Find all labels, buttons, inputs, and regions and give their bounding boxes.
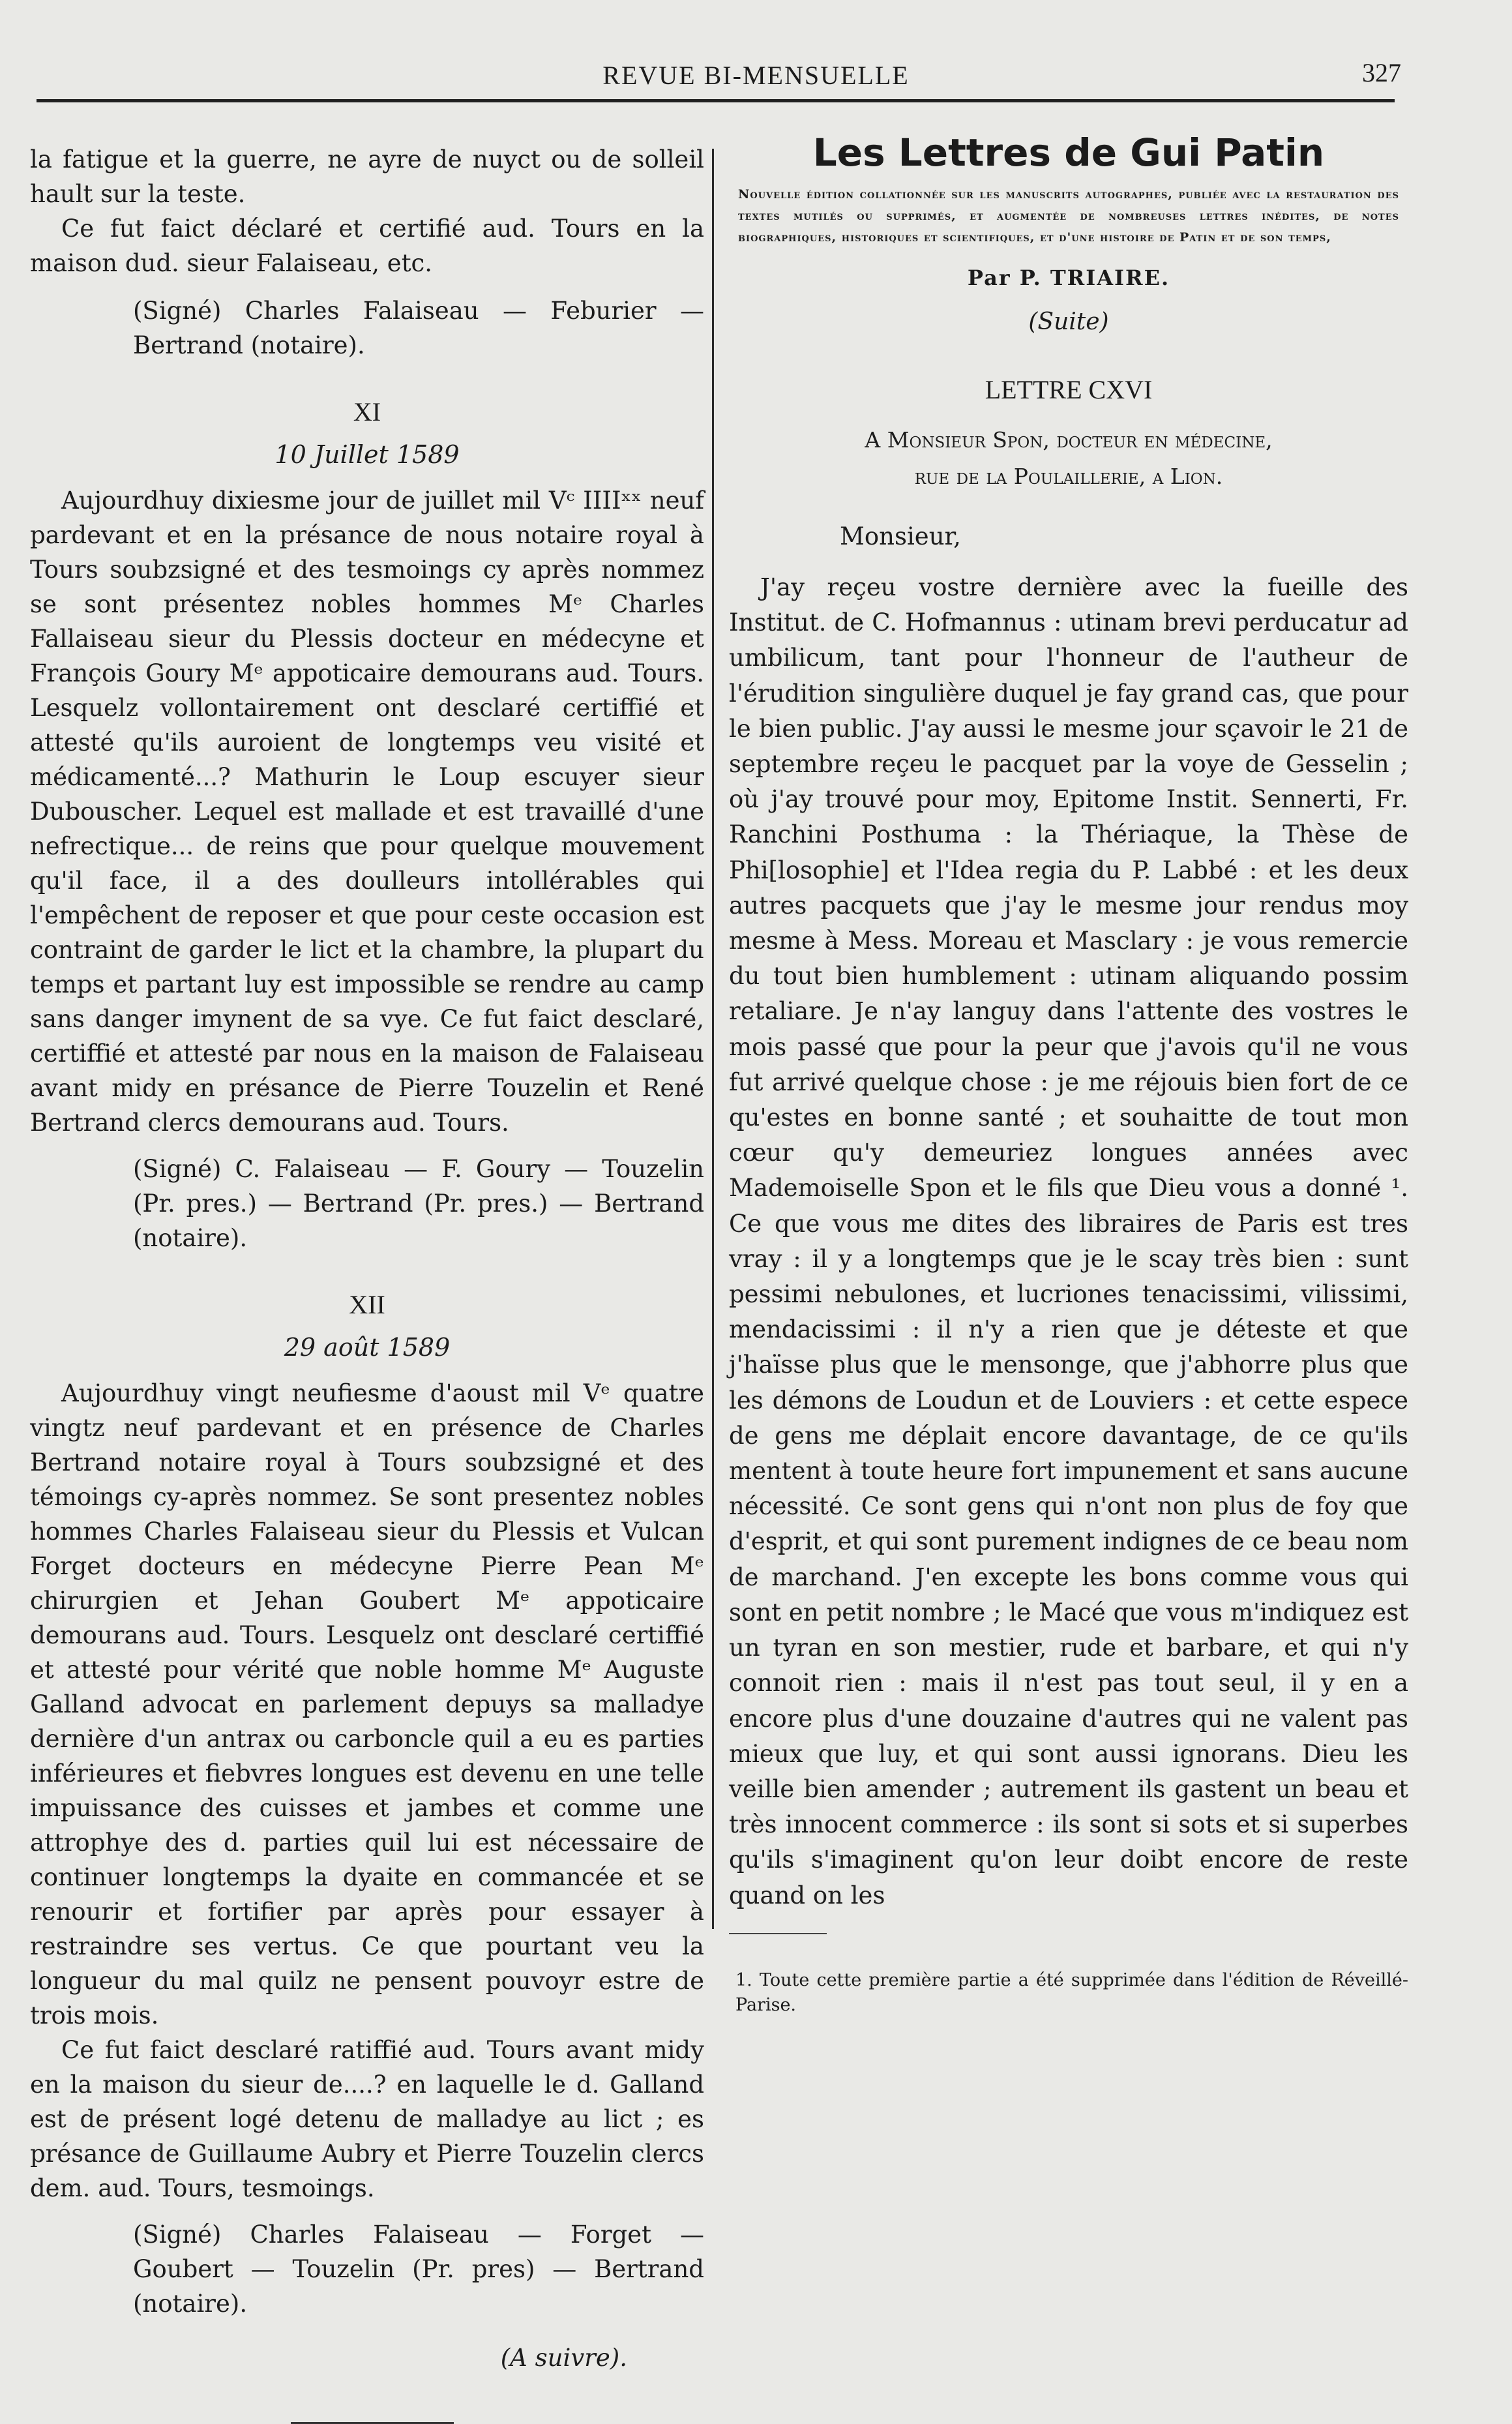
- opening-paragraph-2: Ce fut faict déclaré et certifié aud. Tours en la maison dud. sieur Falaiseau, etc.: [30, 215, 704, 277]
- article-subtitle: Nouvelle édition collationnée sur les manuscrits autographes, publiée avec la restauration des textes mutilés ou supprimés, et augmentée de nombreuses lettres inédites, de notes biographiques, historiques et scientifiques, et d'une histoire de Patin et de son temps,: [738, 187, 1399, 245]
- right-column: [729, 130, 1408, 2018]
- footnote: 1. Toute cette première partie a été supprimée dans l'édition de Réveillé-Parise.: [735, 1969, 1408, 2015]
- column-divider: [712, 149, 714, 1929]
- section-number-xi: XI: [353, 397, 381, 426]
- section-xi-body: Aujourdhuy dixiesme jour de juillet mil Vᶜ IIIIˣˣ neuf pardevant et en la présance de nous notaire royal à Tours soubzsigné et des tesmoings cy après nommez se sont présentez nobles hommes Mᵉ Charles Fallaiseau sieur du Plessis docteur en médecyne et François Goury Mᵉ appoticaire demourans aud. Tours. Lesquelz vollontairement ont desclaré certiffié et attesté qu'ils auroient de longtemps veu visité et médicamenté...? Mathurin le Loup escuyer sieur Dubouscher. Lequel est mallade et est travaillé d'une nefrectique... de reins que pour quelque mouvement qu'il face, il a des doulleurs intollérables qui l'empêchent de reposer et que pour ceste occasion est contraint de garder le lict et la chambre, la plupart du temps et partant luy est impossible se rendre au camp sans danger imynent de sa vye. Ce fut faict desclaré, certiffié et attesté par nous en la maison de Falaiseau avant midy en présance de Pierre Touzelin et René Bertrand clercs demourans aud. Tours.: [30, 486, 704, 1137]
- signature-block-1: (Signé) Charles Falaiseau — Feburier — Bertrand (notaire).: [133, 297, 704, 359]
- opening-paragraph-1: la fatigue et la guerre, ne ayre de nuyct ou de solleil hault sur la teste.: [30, 145, 704, 208]
- letter-body: [729, 570, 1408, 1913]
- signature-block-xi: (Signé) C. Falaiseau — F. Goury — Touzelin (Pr. pres.) — Bertrand (Pr. pres.) — Bertrand (notaire).: [133, 1155, 704, 1252]
- left-column: [30, 142, 704, 2424]
- suite-label: (Suite): [1028, 308, 1109, 335]
- section-xii-body-1: Aujourdhuy vingt neufiesme d'aoust mil Vᵉ quatre vingtz neuf pardevant et en présence de Charles Bertrand notaire royal à Tours soubzsigné et des témoings cy-après nommez. Se sont presentez nobles hommes Charles Falaiseau sieur du Plessis et Vulcan Forget docteurs en médecyne Pierre Pean Mᵉ chirurgien et Jehan Goubert Mᵉ appoticaire demourans aud. Tours. Lesquelz ont desclaré certiffié et attesté pour vérité que noble homme Mᵉ Auguste Galland advocat en parlement depuys sa malladye dernière d'un antrax ou carboncle quil a eu es parties inférieures et fiebvres longues est devenu en une telle impuissance des cuisses et jambes et comme une attrophye des d. parties quil lui est nécessaire de continuer longtemps la dyaite en commancée et se renourir et fortifier par après pour essayer à restraindre ses vertus. Ce que pourtant veu la longueur du mal quilz ne pensent pouvoyr estre de trois mois.: [30, 1379, 704, 2029]
- footnote-rule: [729, 1933, 827, 1934]
- page-number: 327: [1362, 58, 1401, 87]
- article-author: Par P. TRIAIRE.: [967, 265, 1170, 290]
- to-be-continued: (A suivre).: [500, 2344, 627, 2372]
- signature-block-xii: (Signé) Charles Falaiseau — Forget — Goubert — Touzelin (Pr. pres) — Bertrand (notaire).: [133, 2221, 704, 2318]
- section-xii-body-2: Ce fut faict desclaré ratiffié aud. Tours avant midy en la maison du sieur de....? en laquelle le d. Galland est de présent logé detenu de malladye au lict ; es présance de Guillaume Aubry et Pierre Touzelin clercs dem. aud. Tours, tesmoings.: [30, 2036, 704, 2202]
- section-number-xii: XII: [349, 1290, 385, 1319]
- section-date-xi: 10 Juillet 1589: [274, 440, 460, 469]
- header-rule: [37, 99, 1395, 102]
- letter-paragraph: J'ay reçeu vostre dernière avec la fueille des Institut. de C. Hofmannus : utinam brevi perducatur ad umbilicum, tant pour l'honneur de l'autheur de l'érudition singulière duquel je fay grand cas, que pour le bien public. J'ay aussi le mesme jour sçavoir le 21 de septembre reçeu le pacquet par la voye de Gesselin ; où j'ay trouvé pour moy, Epitome Instit. Sennerti, Fr. Ranchini Posthuma : la Thériaque, la Thèse de Phi[losophie] et l'Idea regia du P. Labbé : et les deux autres pacquets que j'ay le mesme jour rendus moy mesme à Mess. Moreau et Masclary : je vous remercie du tout bien humblement : utinam aliquando possim retaliare. Je n'ay languy dans l'attente des vostres le mois passé que pour la peur que j'avois qu'il ne vous fut arrivé quelque chose : je me réjouis bien fort de ce qu'estes en bonne santé ; et souhaitte de tout mon cœur qu'y demeuriez longues années avec Mademoiselle Spon et le fils que Dieu vous a donné ¹. Ce que vous me dites des libraires de Paris est tres vray : il y a longtemps que je le scay très bien : sunt pessimi nebulones, et lucriones tenacissimi, vilissimi, mendacissimi : il n'y a rien que je déteste et que j'haïsse plus que le mensonge, que j'abhorre plus que les démons de Loudun et de Louviers : et cette espece de gens me déplait encore davantage, de ce qu'ils mentent à toute heure fort impunement et sans aucune nécessité. Ce sont gens qui n'ont non plus de foy que d'esprit, et qui sont purement indignes de ce beau nom de marchand. J'en excepte les bons comme vous qui sont en petit nombre ; le Macé que vous m'indiquez est un tyran en son mestier, rude et barbare, et qui n'y connoit rien : mais il n'est pas tout seul, il y en a encore plus d'une douzaine d'autres qui ne valent pas mieux que luy, et qui sont aussi ignorans. Dieu les veille bien amender ; autrement ils gastent un beau et très innocent commerce : ils sont si sots et si superbes qu'ils s'imaginent qu'on leur doibt encore de reste quand on les: [729, 573, 1408, 1909]
- article-title: Les Lettres de Gui Patin: [812, 130, 1325, 175]
- section-date-xii: 29 août 1589: [284, 1333, 451, 1362]
- salutation: Monsieur,: [840, 522, 961, 550]
- letter-number: LETTRE CXVI: [985, 375, 1153, 404]
- addressee-line-1: A Monsieur Spon, docteur en médecine,: [865, 427, 1273, 453]
- addressee-line-2: rue de la Poulaillerie, a Lion.: [914, 464, 1223, 489]
- running-header: REVUE BI-MENSUELLE: [602, 61, 910, 90]
